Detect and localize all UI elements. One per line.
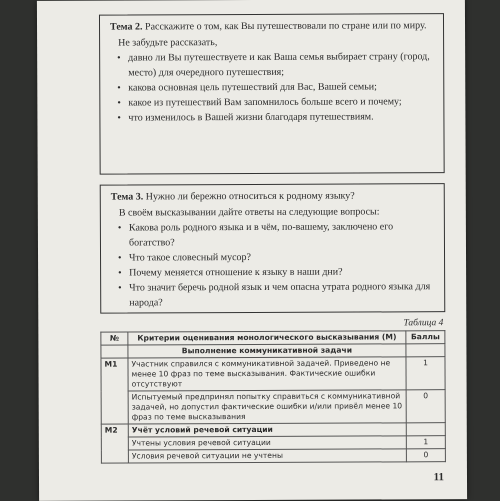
criterion-code-m2: М2 <box>101 424 128 463</box>
tema-3-bullet: • Что значит беречь родной язык и чем опасна утрата родного языка для народа? <box>129 279 436 310</box>
criterion-text: Испытуемый предпринял попытку справиться с коммуникативной задачей, но допустил фактические ошибки и/или привёл менее 10 фраз по теме высказывания <box>128 390 406 424</box>
table-row <box>101 390 445 425</box>
criterion-code-m1: М1 <box>101 358 128 424</box>
tema-2-heading <box>110 18 435 34</box>
criterion-text: Участник справился с коммуникативной задачей. Приведено не менее 10 фраз по теме высказывания. Фактические ошибки отсутствуют <box>128 357 406 391</box>
criterion-text: Учтены условия речевой ситуации <box>128 436 406 450</box>
section-empty-cell <box>406 423 445 436</box>
tema-2-bullet: • какое из путешествий Вам запомнилось больше всего и почему; <box>128 94 435 110</box>
tema-3-label: Тема 3. <box>110 191 144 203</box>
header-criteria: Критерии оценивания монологического высказывания (М) <box>128 331 406 345</box>
criteria-table <box>100 330 446 464</box>
tema-2-bullet: • давно ли Вы путешествуете и как Ваша семья выбирает страну (город, место) для очередного путешествия; <box>128 49 435 80</box>
header-number: № <box>101 332 128 345</box>
header-points: Баллы <box>406 331 445 344</box>
book-page <box>37 0 467 501</box>
tema-2-intro: Не забудьте рассказать, <box>118 37 218 49</box>
tema-2-box <box>99 13 445 175</box>
tema-2-question: Расскажите о том, как Вы путешествовали по стране или по миру. <box>144 20 427 33</box>
criterion-text: Условия речевой ситуации не учтены <box>128 449 406 463</box>
section-title: Выполнение коммуникативной задачи <box>128 344 406 358</box>
section-empty-cell <box>406 344 445 357</box>
criterion-score: 1 <box>406 357 445 390</box>
table-caption: Таблица 4 <box>403 318 444 329</box>
tema-3-bullet: • Почему меняется отношение к языку в наши дни? <box>129 264 436 280</box>
table-row <box>101 449 445 464</box>
tema-2-bullet: • что изменилось в Вашей жизни благодаря путешествиям. <box>128 109 435 125</box>
criterion-score: 1 <box>406 436 445 449</box>
tema-3-heading <box>111 188 436 204</box>
tema-3-list <box>111 219 436 310</box>
criterion-score: 0 <box>406 390 445 423</box>
criterion-title: Учёт условий речевой ситуации <box>128 423 406 437</box>
tema-2-bullet: • какова основная цель путешествий для Вас, Вашей семьи; <box>128 79 435 95</box>
section-empty-cell <box>101 345 128 358</box>
tema-3-question: Нужно ли бережно относиться к родному языку? <box>145 190 355 203</box>
tema-3-intro: В своём высказывании дайте ответы на следующие вопросы: <box>118 206 380 219</box>
tema-3-bullet: • Какова роль родного языка и в чём, по-вашему, заключено его богатство? <box>129 219 436 250</box>
tema-2-label: Тема 2. <box>110 21 143 33</box>
criterion-score: 0 <box>406 449 445 462</box>
tema-2-list <box>110 49 435 125</box>
table-row <box>101 357 445 392</box>
page-number: 11 <box>433 471 445 484</box>
tema-3-bullet: • Что такое словесный мусор? <box>129 249 436 265</box>
tema-3-box <box>100 183 446 314</box>
